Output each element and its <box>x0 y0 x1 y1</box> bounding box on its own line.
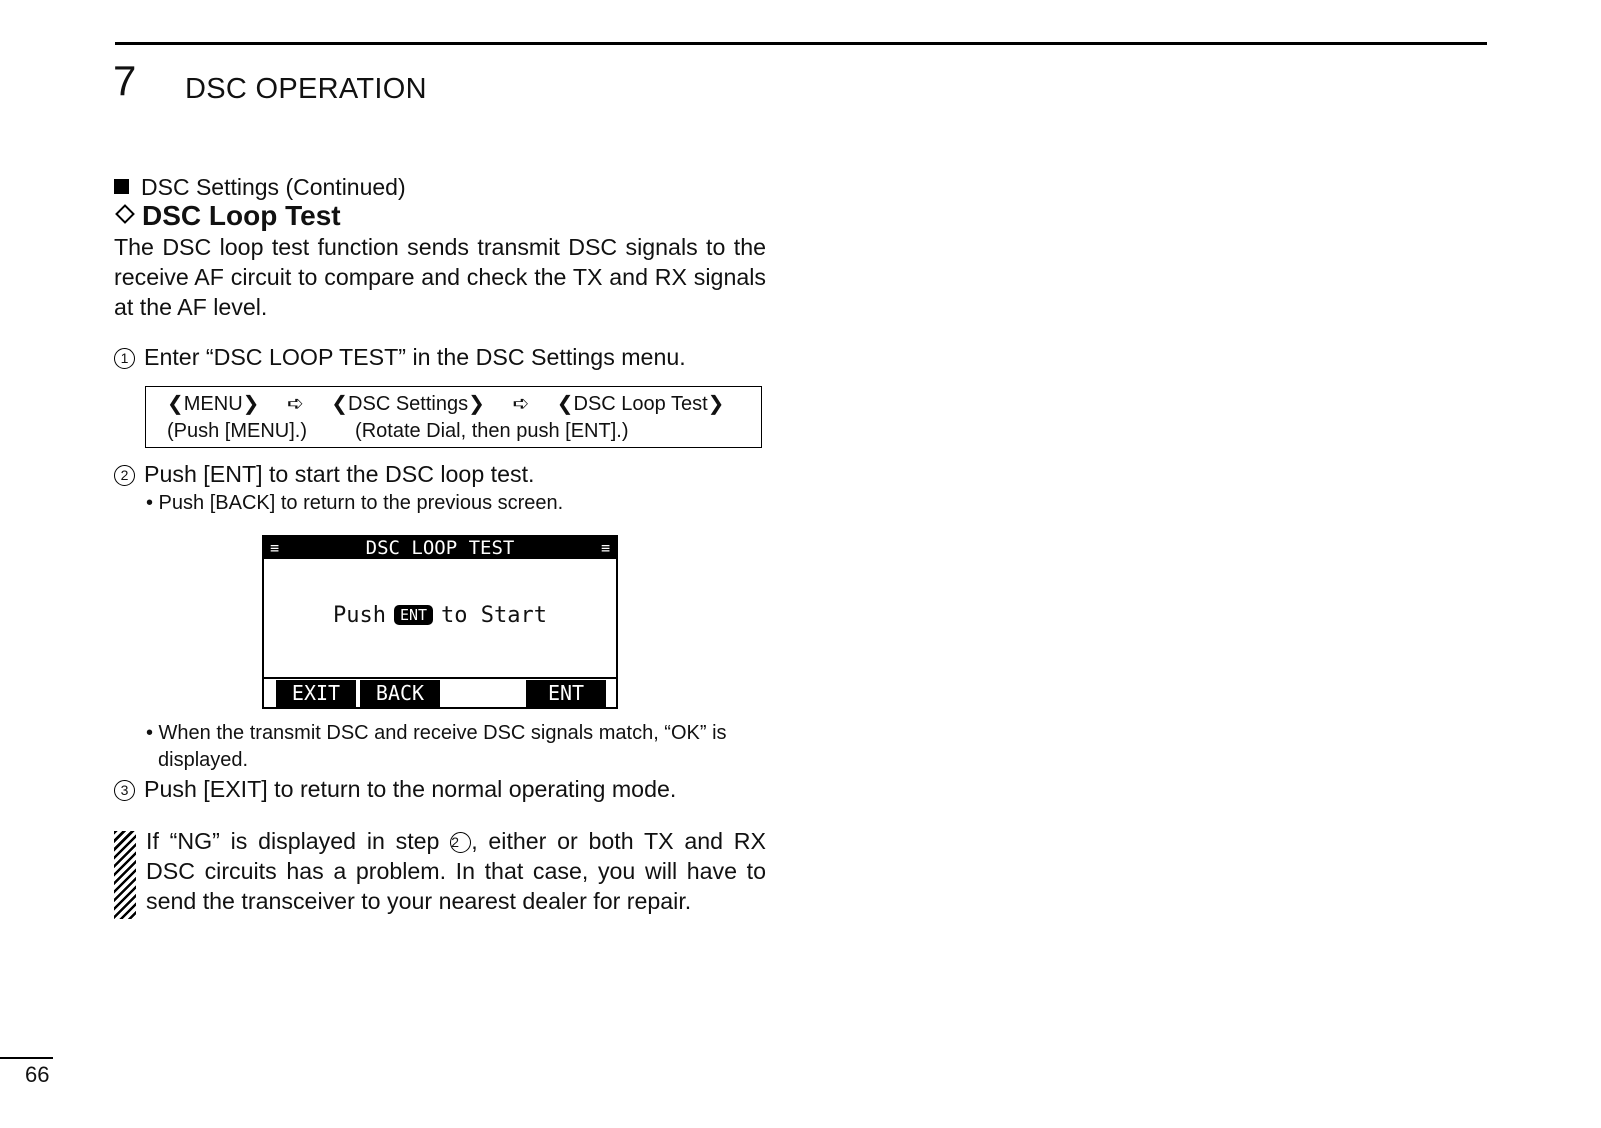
step-2 <box>114 459 766 489</box>
chapter-number: 7 <box>113 57 137 104</box>
softkey-ent[interactable]: ENT <box>526 680 606 707</box>
menu-path-hint-1: (Push [MENU].) <box>167 420 308 442</box>
arrow-icon: ➪ <box>512 393 530 415</box>
lcd-ent-key: ENT <box>394 605 433 625</box>
lcd-body <box>264 559 616 679</box>
step-3-text: Push [EXIT] to return to the normal operating mode. <box>144 776 677 802</box>
menu-path-item-dsc-loop-test: ❮DSC Loop Test❯ <box>556 393 725 415</box>
step-2-text: Push [ENT] to start the DSC loop test. <box>144 461 535 487</box>
lcd-screen <box>262 535 618 709</box>
menu-path-item-menu: ❮MENU❯ <box>167 393 260 415</box>
menu-path-item-dsc-settings: ❮DSC Settings❯ <box>331 393 485 415</box>
lcd-message-before: Push <box>332 603 386 628</box>
step-2-note-line-1: • When the transmit DSC and receive DSC signals match, “OK” is <box>146 722 727 744</box>
step-number-badge: 2 <box>114 465 135 486</box>
menu-path-box <box>145 386 762 448</box>
step-2-bullet: • Push [BACK] to return to the previous screen. <box>146 492 564 514</box>
square-bullet-icon <box>114 179 129 194</box>
step-number-badge: 1 <box>114 348 135 369</box>
menu-icon: ≡ <box>600 539 610 557</box>
chapter-title: DSC OPERATION <box>185 73 427 105</box>
caution-hatch-icon <box>114 831 136 919</box>
softkey-back[interactable]: BACK <box>360 680 440 707</box>
caution-note-text-before: If “NG” is displayed in step <box>146 828 451 854</box>
lcd-message <box>264 601 616 631</box>
step-1-text: Enter “DSC LOOP TEST” in the DSC Settings menu. <box>144 344 686 370</box>
footer-rule <box>0 1057 53 1059</box>
intro-paragraph: The DSC loop test function sends transmit DSC signals to the receive AF circuit to compare and check the TX and RX signals at the AF level. <box>114 234 766 320</box>
step-number-badge: 3 <box>114 780 135 801</box>
step-reference-badge: 2 <box>450 832 471 853</box>
menu-path-hint-2: (Rotate Dial, then push [ENT].) <box>355 420 629 442</box>
step-1 <box>114 342 766 372</box>
page-number: 66 <box>25 1062 50 1087</box>
softkey-exit[interactable]: EXIT <box>276 680 356 707</box>
top-rule <box>115 42 1487 45</box>
subsection-heading <box>114 198 766 234</box>
lcd-title: DSC LOOP TEST <box>365 537 515 559</box>
step-3 <box>114 774 766 804</box>
step-2-note-line-2: displayed. <box>158 749 249 771</box>
caution-note-text-after: , either or both TX and RX DSC circuits has a problem. In that case, you will have to send the transceiver to your nearest dealer for repair. <box>146 828 766 914</box>
lcd-title-bar <box>264 537 616 559</box>
subsection-heading-text: DSC Loop Test <box>142 200 341 231</box>
section-heading-text: DSC Settings (Continued) <box>141 174 406 200</box>
caution-note <box>146 826 766 916</box>
arrow-icon: ➪ <box>286 393 304 415</box>
menu-icon: ≡ <box>270 539 280 557</box>
lcd-message-after: to Start <box>441 603 548 628</box>
diamond-icon <box>115 204 135 224</box>
